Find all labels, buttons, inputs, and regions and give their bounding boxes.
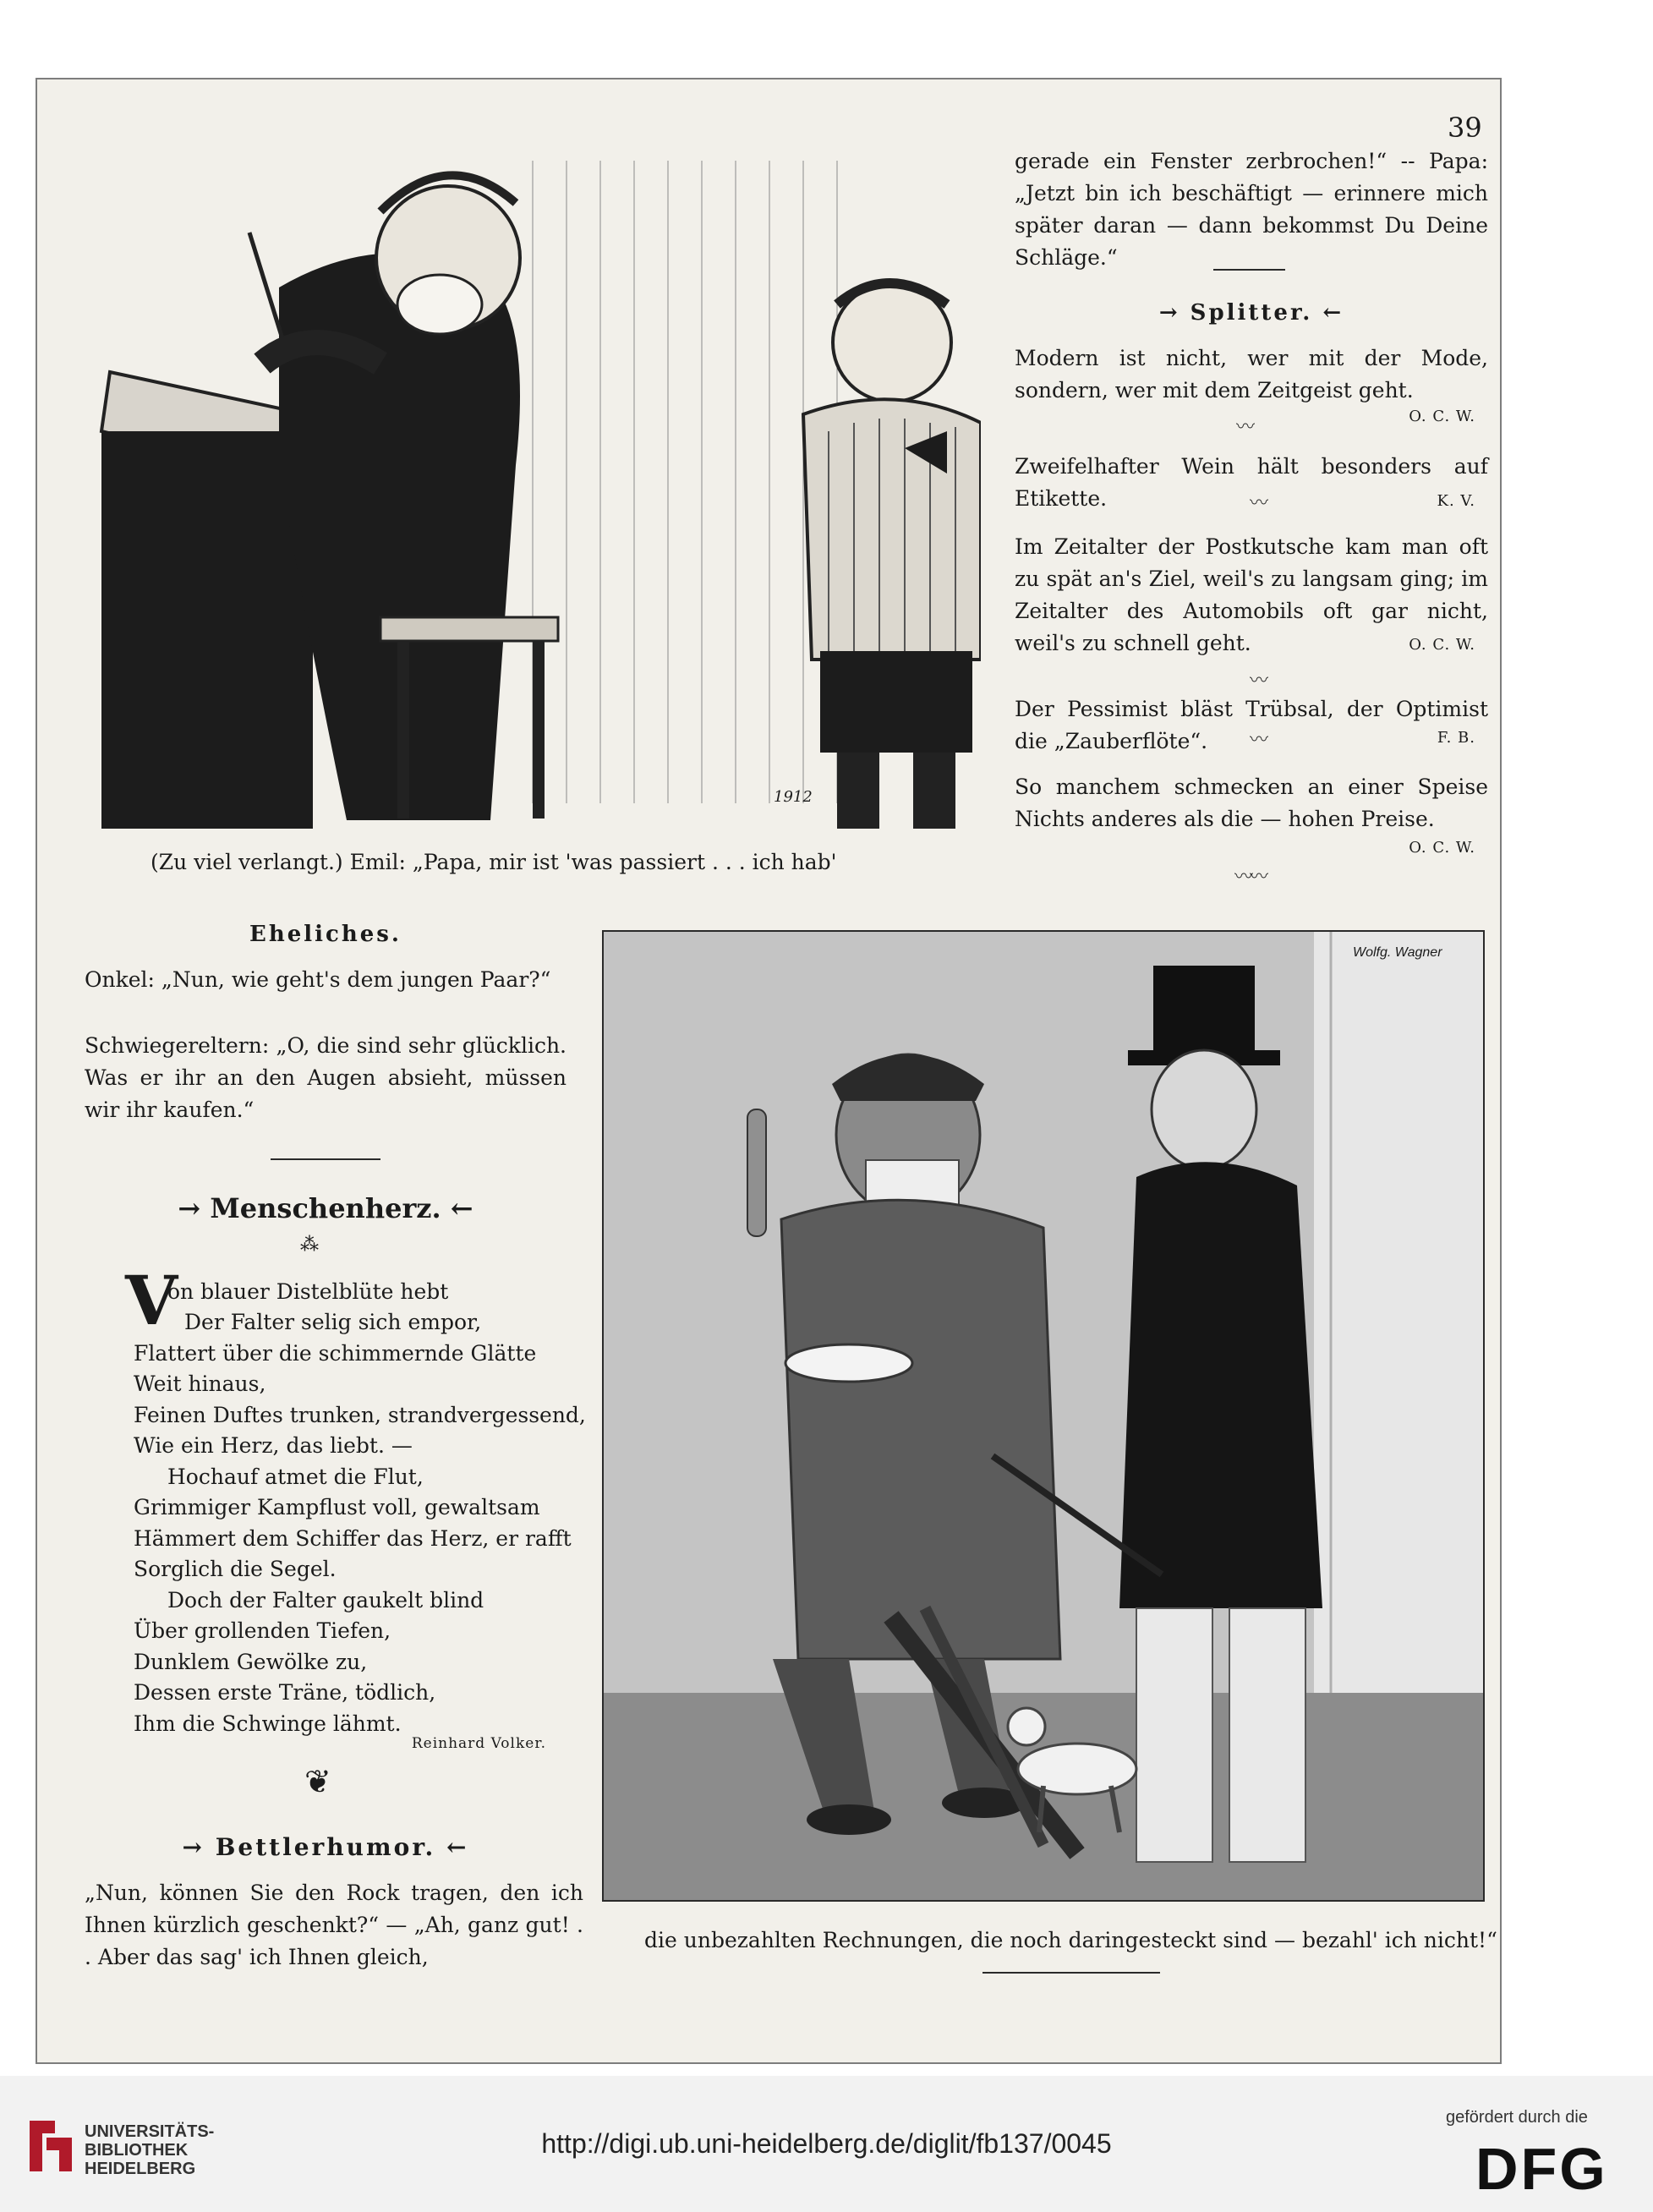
heading-bettlerhumor-text: Bettlerhumor.	[215, 1833, 436, 1861]
arrow-ornament-left: →	[182, 1833, 205, 1861]
poem-line-13: Dunklem Gewölke zu,	[134, 1650, 368, 1674]
heading-menschenherz	[85, 1192, 567, 1224]
arrow-ornament-right: ←	[450, 1192, 473, 1224]
splitter-item-2: Zweifelhafter Wein hält besonders auf Etikette.	[1015, 454, 1488, 511]
cartoon-father-and-son	[93, 110, 981, 837]
arrow-ornament-left: →	[178, 1192, 201, 1224]
heading-eheliches: Eheliches.	[249, 922, 402, 947]
splitter-item-4-signature: F. B.	[1437, 729, 1475, 747]
splitter-item-4: Der Pessimist bläst Trübsal, der Optimist die „Zauberflöte“.	[1015, 697, 1488, 753]
page-number: 39	[1448, 112, 1482, 144]
cartoon-artist-signature: Wolfg. Wagner	[1353, 945, 1442, 960]
heading-menschenherz-text: Menschenherz.	[210, 1192, 441, 1224]
funded-by-label: gefördert durch die	[1446, 2108, 1588, 2127]
digital-library-url[interactable]: http://digi.ub.uni-heidelberg.de/diglit/fb137/0045	[541, 2128, 1112, 2159]
poem-line-14: Dessen erste Träne, tödlich,	[134, 1680, 436, 1705]
poem-line-11: Doch der Falter gaukelt blind	[167, 1588, 484, 1612]
tilde-divider: 〰	[1250, 671, 1269, 692]
divider	[271, 1158, 380, 1160]
poem-line-2: Der Falter selig sich empor,	[184, 1310, 482, 1334]
poem-initial-letter: V	[125, 1261, 178, 1340]
continuation-text: gerade ein Fenster zerbrochen!“ -- Papa: „Jetzt bin ich beschäftigt — erinnere mich später daran — dann bekommst Du Deine Schläge.“	[1015, 149, 1488, 270]
poem-line-6: Wie ein Herz, das liebt. —	[134, 1433, 413, 1458]
splitter-item-3: Im Zeitalter der Postkutsche kam man oft zu spät an's Ziel, weil's zu langsam ging; im Zeitalter des Automobils oft gar nicht, weil's zu schnell geht.	[1015, 534, 1488, 655]
splitter-item-3-signature: O. C. W.	[1409, 636, 1475, 654]
heading-splitter: → Splitter. ←	[1158, 300, 1344, 326]
floral-ornament: ❦	[304, 1763, 331, 1800]
splitter-item-2-signature: K. V.	[1437, 492, 1475, 510]
tilde-divider: 〰	[1250, 493, 1269, 514]
poem-line-9: Hämmert dem Schiffer das Herz, er rafft	[134, 1526, 572, 1551]
library-name-line-1: UNIVERSITÄTS-	[85, 2122, 215, 2141]
poem-line-4: Weit hinaus,	[134, 1372, 266, 1396]
cartoon-painting	[604, 932, 1483, 1900]
poem-line-1: on blauer Distelblüte hebt	[167, 1279, 449, 1304]
tilde-divider: 〰	[1236, 417, 1256, 438]
splitter-item-5-signature: O. C. W.	[1409, 839, 1475, 857]
splitter-item-5: So manchem schmecken an einer Speise Nichts anderes als die — hohen Preise.	[1015, 775, 1488, 831]
dfg-logo: DFG	[1475, 2136, 1608, 2202]
poem-author: Reinhard Volker.	[411, 1735, 546, 1752]
library-name-line-2: BIBLIOTHEK	[85, 2141, 189, 2160]
splitter-item-1: Modern ist nicht, wer mit der Mode, sondern, wer mit dem Zeitgeist geht.	[1015, 346, 1488, 402]
cartoon-drawing	[93, 110, 981, 837]
ornament-divider: 〰〰	[1234, 867, 1266, 888]
bettlerhumor-text: „Nun, können Sie den Rock tragen, den ich Ihnen kürzlich geschenkt?“ — „Ah, ganz gut! . . Aber das sag' ich Ihnen gleich,	[85, 1881, 583, 1969]
eheliches-text-1: Onkel: „Nun, wie geht's dem jungen Paar?“	[85, 967, 551, 992]
poem-line-12: Über grollenden Tiefen,	[134, 1618, 391, 1643]
poem-line-7: Hochauf atmet die Flut,	[167, 1465, 424, 1489]
caption-bottom-cartoon: die unbezahlten Rechnungen, die noch daringesteckt sind — bezahl' ich nicht!“	[644, 1928, 1497, 1952]
library-name-line-3: HEIDELBERG	[85, 2160, 196, 2178]
poem-line-15: Ihm die Schwinge lähmt.	[134, 1711, 402, 1736]
poem-line-8: Grimmiger Kampflust voll, gewaltsam	[134, 1495, 540, 1519]
divider	[1213, 269, 1285, 271]
divider	[982, 1972, 1160, 1974]
heading-bettlerhumor	[85, 1833, 567, 1861]
footer-bar	[0, 2076, 1653, 2212]
cartoon-signature: 1912	[774, 788, 813, 806]
arrow-ornament-right: ←	[446, 1833, 469, 1861]
eheliches-text-2: Schwiegereltern: „O, die sind sehr glücklich. Was er ihr an den Augen absieht, müssen wir ihr kaufen.“	[85, 1033, 567, 1122]
small-ornament: ⁂	[300, 1235, 319, 1256]
poem-line-3: Flattert über die schimmernde Glätte	[134, 1341, 537, 1366]
poem-line-5: Feinen Duftes trunken, strandvergessend,	[134, 1403, 586, 1427]
splitter-item-1-signature: O. C. W.	[1409, 408, 1475, 425]
cartoon-beggar-and-gentleman	[602, 930, 1485, 1902]
poem-line-10: Sorglich die Segel.	[134, 1557, 337, 1581]
caption-top-cartoon: (Zu viel verlangt.) Emil: „Papa, mir ist 'was passiert . . . ich hab'	[151, 850, 837, 874]
tilde-divider: 〰	[1250, 730, 1269, 751]
